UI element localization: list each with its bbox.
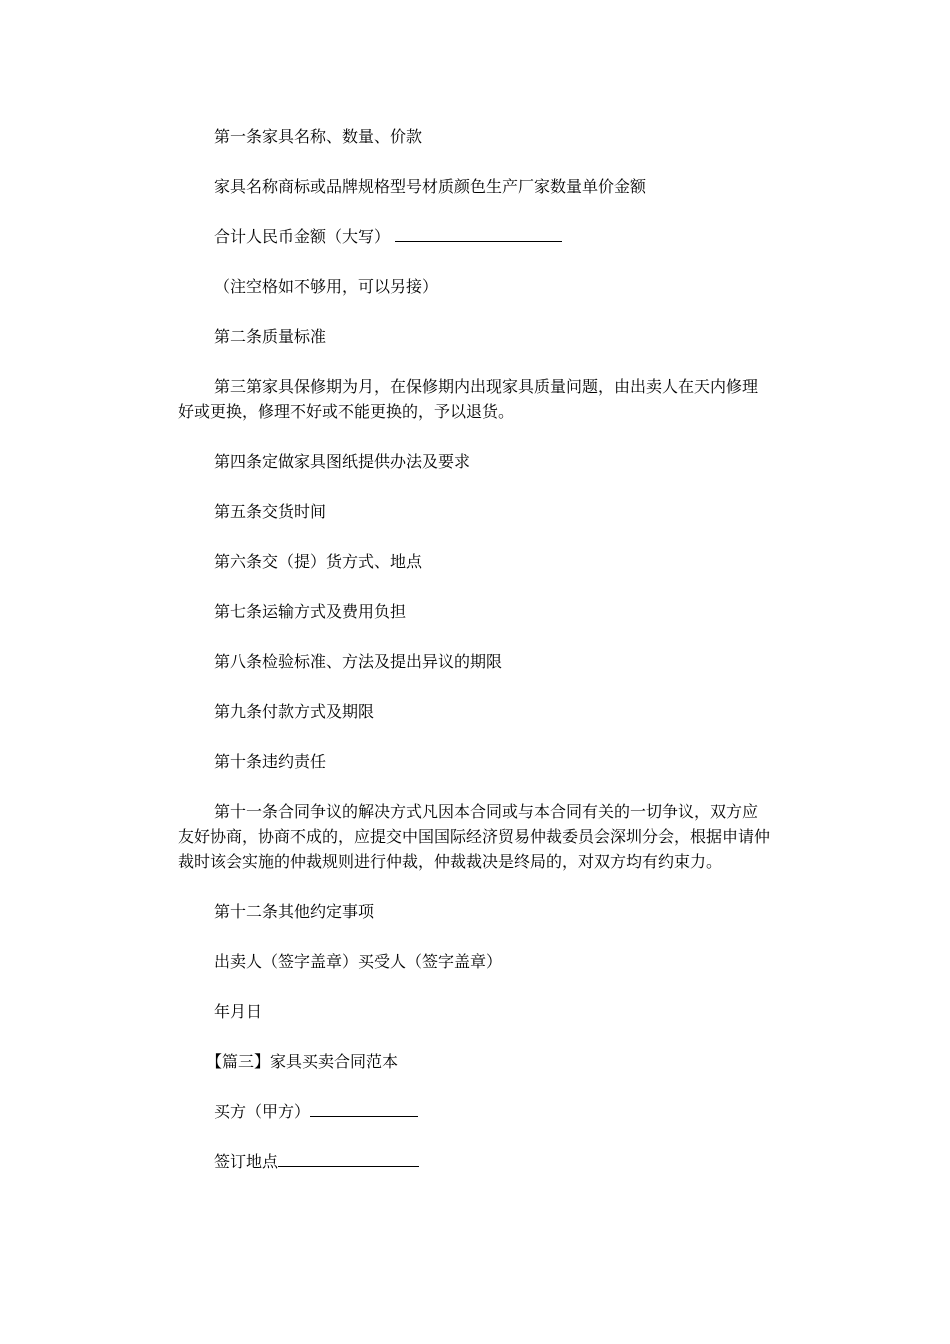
date-line: [178, 999, 772, 1024]
article-11-paragraph: [178, 799, 772, 874]
paragraph-text: 第六条交（提）货方式、地点: [214, 552, 423, 571]
signing-place-blank: [278, 1150, 419, 1167]
paragraph-text: 出卖人（签字盖章）买受人（签字盖章）: [214, 952, 503, 971]
paragraph-text: 买方（甲方）: [214, 1102, 311, 1121]
furniture-table-header-line: [178, 174, 772, 199]
paragraph-text: 第三第家具保修期为月，在保修期内出现家具质量问题，由出卖人在天内修理好或更换，修理不好或不能更换的，予以退货。: [178, 377, 759, 421]
article-4-heading: [178, 449, 772, 474]
paragraph-text: 第十二条其他约定事项: [214, 902, 375, 921]
note-line: [178, 274, 772, 299]
paragraph-text: 第八条检验标准、方法及提出异议的期限: [214, 652, 503, 671]
total-amount-blank: [395, 225, 562, 242]
paragraph-text: 第十一条合同争议的解决方式凡因本合同或与本合同有关的一切争议，双方应友好协商，协商不成的，应提交中国国际经济贸易仲裁委员会深圳分会，根据申请仲裁时该会实施的仲裁规则进行仲裁，仲裁裁决是终局的，对双方均有约束力。: [178, 802, 771, 871]
article-2-heading: [178, 324, 772, 349]
paragraph-text: 合计人民币金额（大写）: [214, 227, 391, 246]
paragraph-text: 家具名称商标或品牌规格型号材质颜色生产厂家数量单价金额: [214, 177, 647, 196]
paragraph-text: 第九条付款方式及期限: [214, 702, 375, 721]
total-amount-line: [178, 224, 772, 249]
paragraph-text: 签订地点: [214, 1152, 279, 1171]
buyer-blank: [310, 1100, 418, 1117]
buyer-line: [178, 1099, 772, 1124]
section-three-title: [178, 1049, 772, 1074]
article-10-heading: [178, 749, 772, 774]
paragraph-text: 【篇三】家具买卖合同范本: [206, 1052, 399, 1071]
article-9-heading: [178, 699, 772, 724]
article-1-heading: [178, 124, 772, 149]
article-6-heading: [178, 549, 772, 574]
article-8-heading: [178, 649, 772, 674]
paragraph-text: 第十条违约责任: [214, 752, 327, 771]
paragraph-text: （注空格如不够用，可以另接）: [214, 277, 439, 296]
paragraph-text: 第五条交货时间: [214, 502, 327, 521]
article-7-heading: [178, 599, 772, 624]
article-12-heading: [178, 899, 772, 924]
article-5-heading: [178, 499, 772, 524]
paragraph-text: 第一条家具名称、数量、价款: [214, 127, 423, 146]
paragraph-text: 年月日: [214, 1002, 263, 1021]
document-page: [178, 124, 772, 1199]
article-3-paragraph: [178, 374, 772, 424]
signing-place-line: [178, 1149, 772, 1174]
signature-line: [178, 949, 772, 974]
paragraph-text: 第四条定做家具图纸提供办法及要求: [214, 452, 471, 471]
paragraph-text: 第二条质量标准: [214, 327, 327, 346]
paragraph-text: 第七条运输方式及费用负担: [214, 602, 407, 621]
